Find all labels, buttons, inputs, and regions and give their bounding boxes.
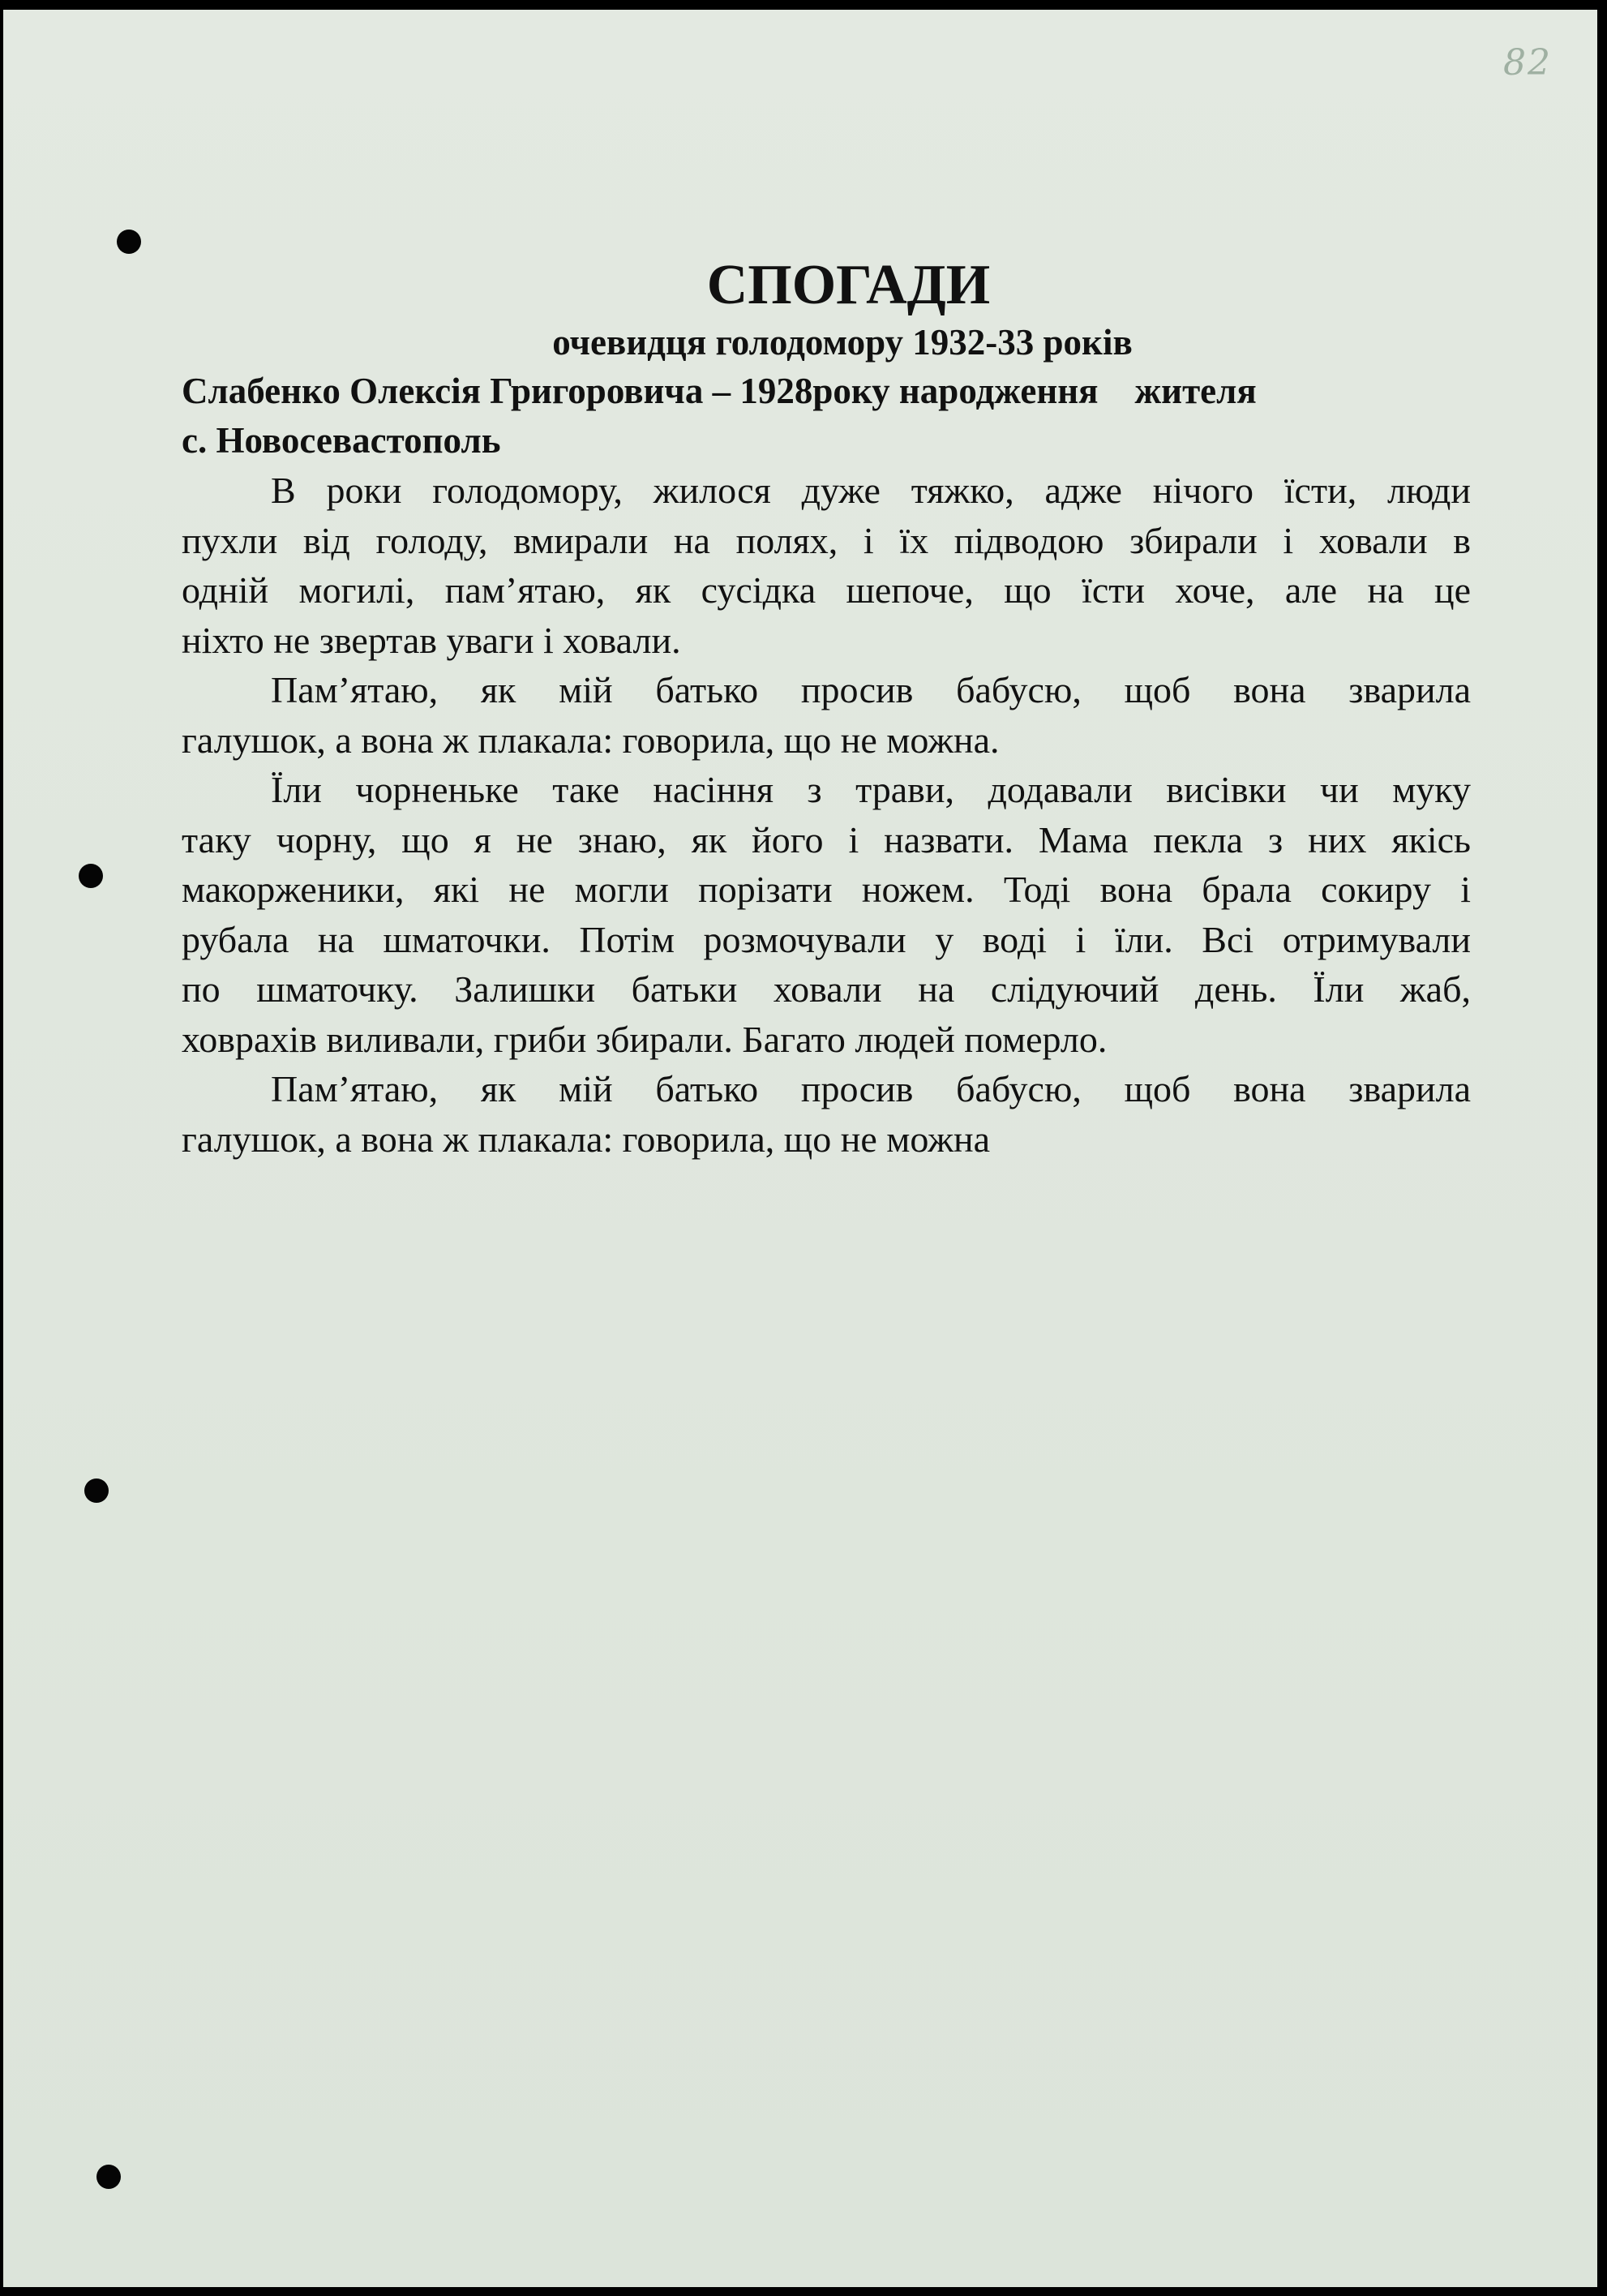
paragraph xyxy=(182,1064,1471,1164)
text-line: одній могилі, пам’ятаю, як сусідка шепоче, що їсти хоче, але на це xyxy=(182,569,1471,611)
document-body xyxy=(182,253,1471,1164)
text-line: ніхто не звертав уваги і ховали. xyxy=(182,619,681,661)
text-line: ховрахів виливали, гриби збирали. Багато людей померло. xyxy=(182,1018,1108,1060)
text-line: пухли від голоду, вмирали на полях, і їх підводою збирали і ховали в xyxy=(182,519,1471,561)
text-line: галушок, а вона ж плакала: говорила, що не можна. xyxy=(182,719,1000,761)
document-subtitle: очевидця голодомору 1932-33 років xyxy=(552,322,1133,363)
paragraph xyxy=(182,466,1471,665)
punch-hole xyxy=(117,230,141,254)
punch-hole xyxy=(84,1478,109,1503)
text-line: Пам’ятаю, як мій батько просив бабусю, щоб вона зварила xyxy=(271,669,1471,710)
text-line: В роки голодомору, жилося дуже тяжко, адже нічого їсти, люди xyxy=(271,470,1471,511)
punch-hole xyxy=(96,2165,121,2189)
author-line: Слабенко Олексія Григоровича – 1928року народження жителя xyxy=(182,371,1257,411)
text-line: таку чорну, що я не знаю, як його і назвати. Мама пекла з них якісь xyxy=(182,818,1471,860)
testimony-text xyxy=(182,466,1471,1164)
village-line: с. Новосевастополь xyxy=(182,420,501,461)
text-line: Пам’ятаю, як мій батько просив бабусю, щоб вона зварила xyxy=(271,1068,1471,1109)
paragraph xyxy=(182,765,1471,1064)
document-title: СПОГАДИ xyxy=(706,254,991,316)
document-page xyxy=(3,10,1597,2287)
text-line: макорженики, які не могли порізати ножем. Тоді вона брала сокиру і xyxy=(182,869,1471,910)
text-line: галушок, а вона ж плакала: говорила, що не можна xyxy=(182,1118,991,1160)
text-line: Їли чорненьке таке насіння з трави, додавали висівки чи муку xyxy=(271,769,1471,810)
paragraph xyxy=(182,665,1471,765)
text-line: по шматочку. Залишки батьки ховали на слідуючий день. Їли жаб, xyxy=(182,968,1471,1010)
handwritten-page-number: 82 xyxy=(1503,42,1552,84)
punch-hole xyxy=(79,864,103,888)
text-line: рубала на шматочки. Потім розмочували у воді і їли. Всі отримували xyxy=(182,918,1471,960)
